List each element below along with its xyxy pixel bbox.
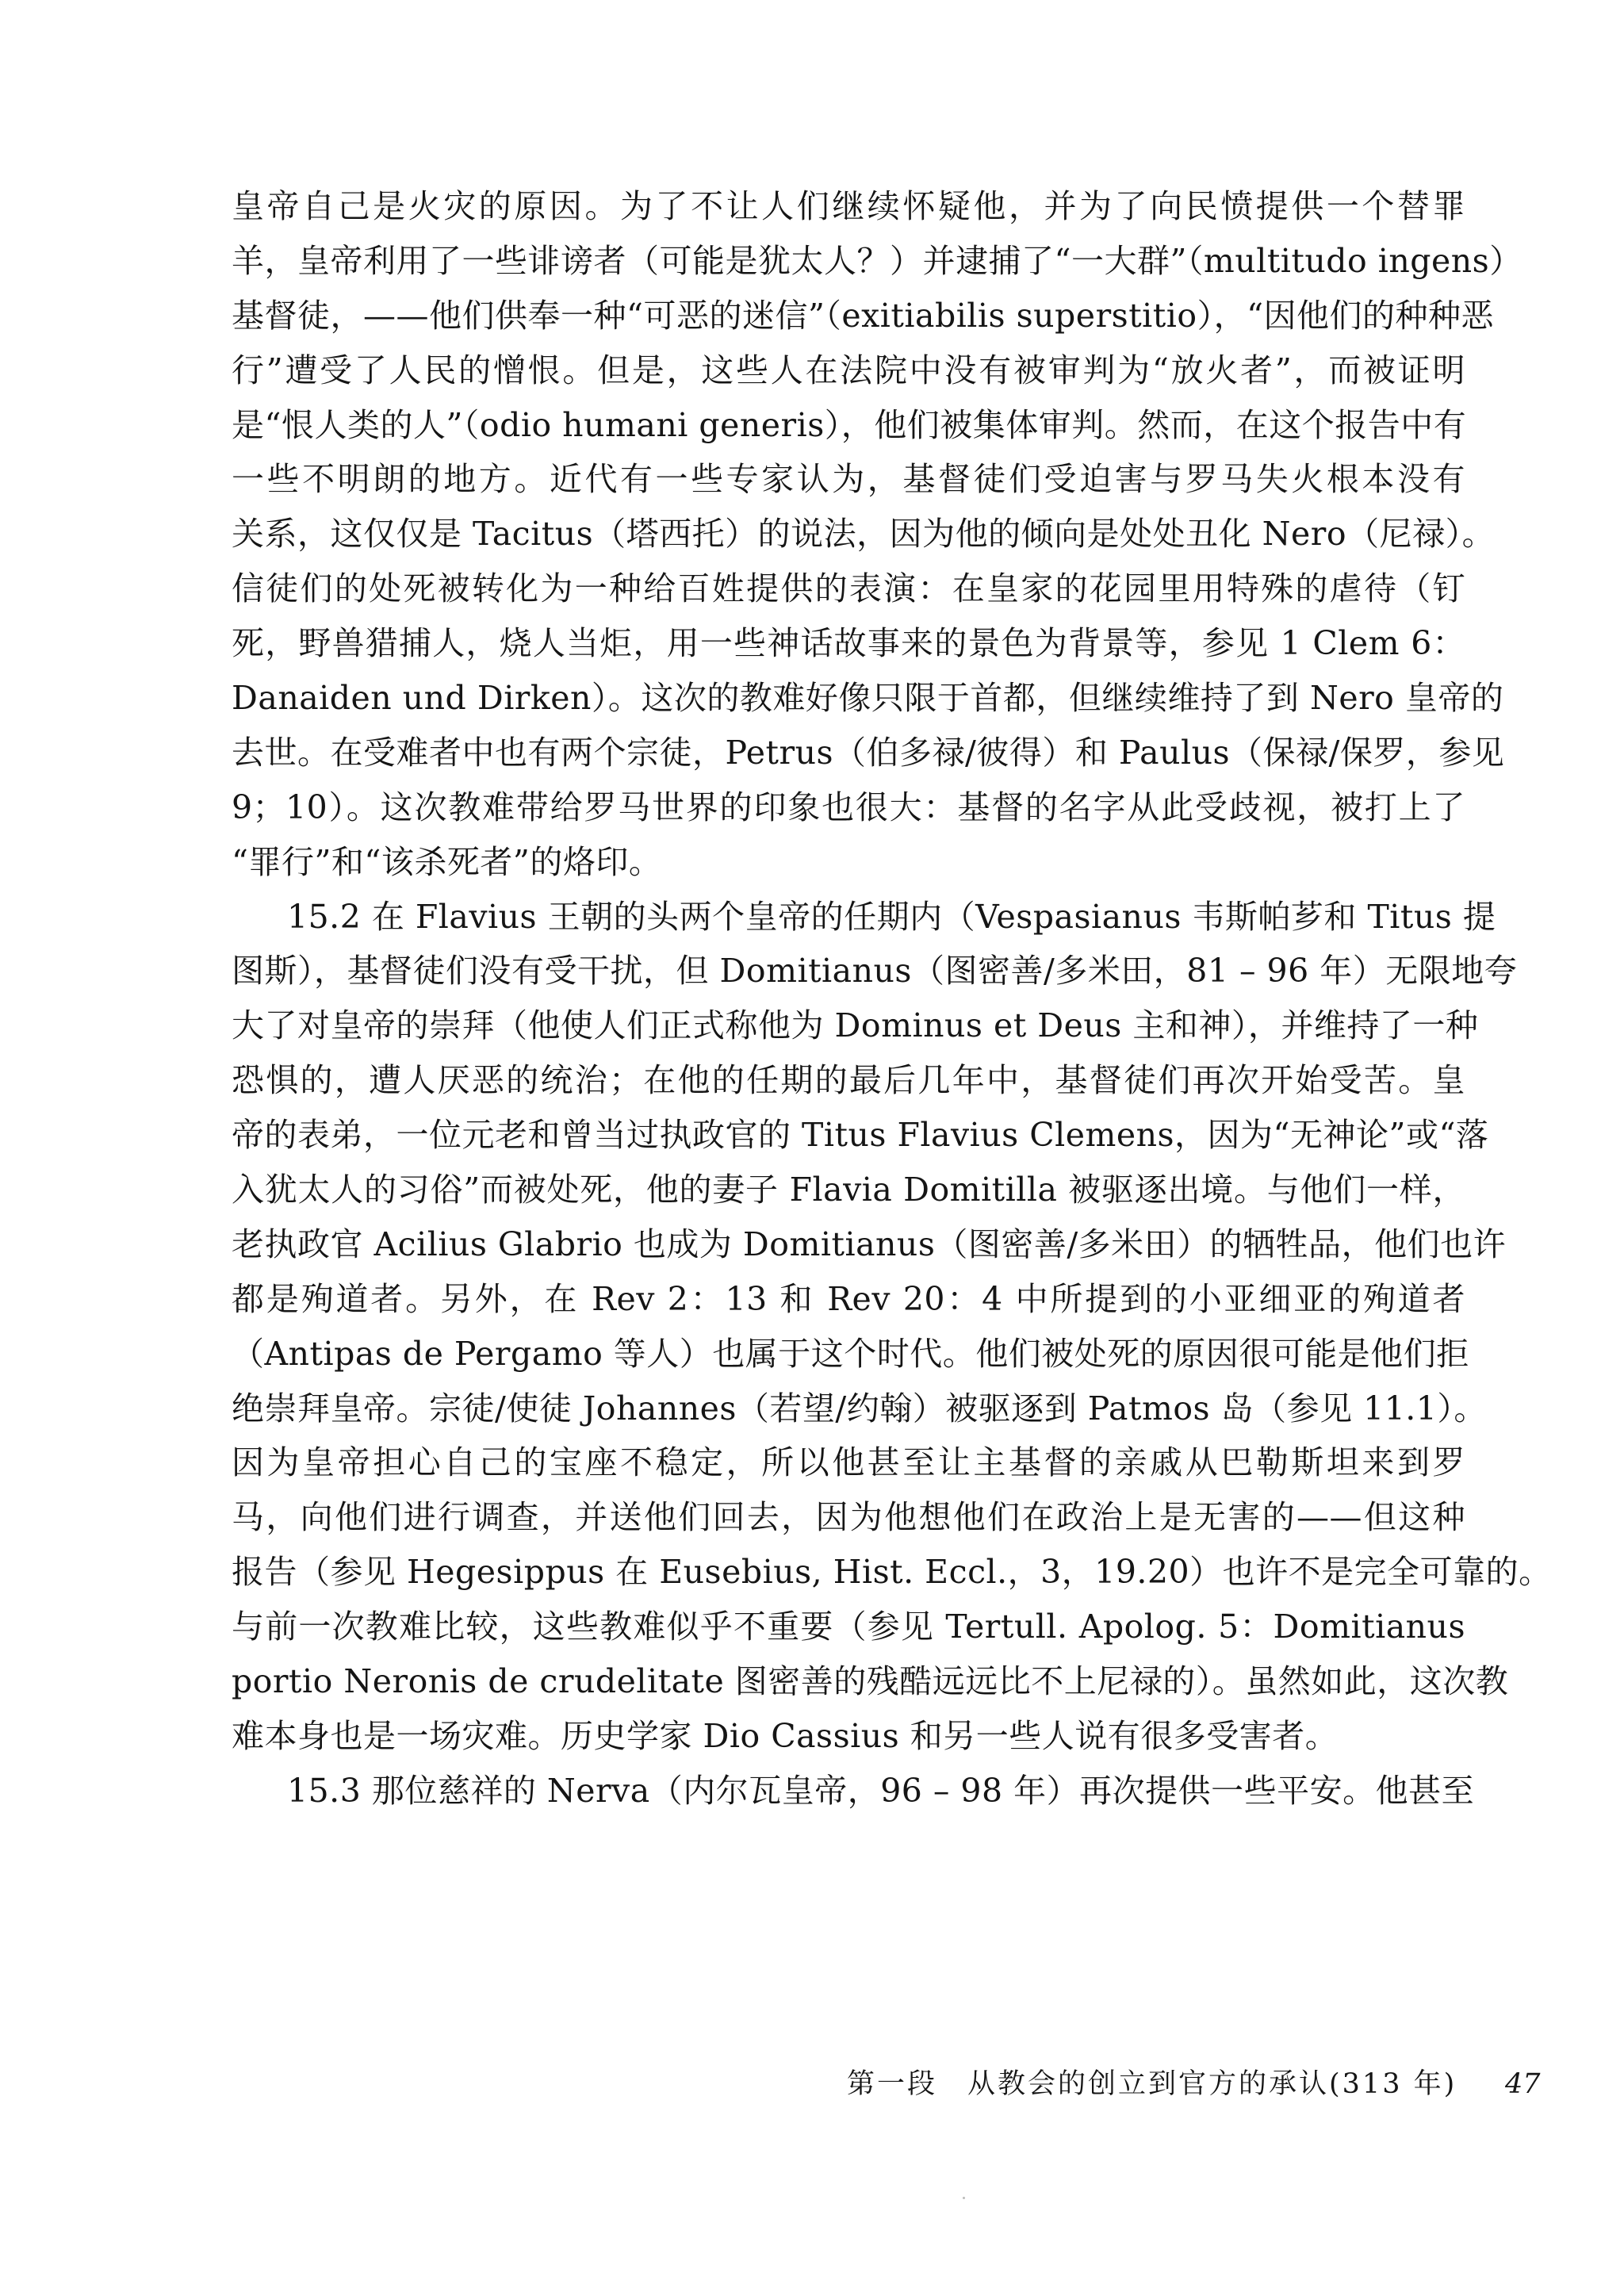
text-line: Danaiden und Dirken）。这次的教难好像只限于首都，但继续维持了到 Nero 皇帝的 (232, 679, 1504, 718)
text-line: 死，野兽猎捕人，烧人当炬，用一些神话故事来的景色为背景等，参见 1 Clem 6： (232, 624, 1465, 663)
text-line: 行”遭受了人民的憎恨。但是，这些人在法院中没有被审判为“放火者”，而被证明 (232, 351, 1465, 389)
text-line: （Antipas de Pergamo 等人）也属于这个时代。他们被处死的原因很可能是他们拒 (232, 1334, 1469, 1373)
text-line: 去世。在受难者中也有两个宗徒，Petrus（伯多禄/彼得）和 Paulus（保禄/保罗，参见 (232, 733, 1505, 772)
text-line: 关系，这仅仅是 Tacitus（塔西托）的说法，因为他的倾向是处处丑化 Nero（尼禄）。 (232, 515, 1496, 554)
running-title: 第一段 从教会的创立到官方的承认(313 年) (847, 2068, 1457, 2100)
page-footer (0, 2060, 1624, 2108)
section-15-2-start: 15.2 在 Flavius 王朝的头两个皇帝的任期内（Vespasianus 韦斯帕芗和 Titus 提 (287, 897, 1496, 936)
text-line: 是“恨人类的人”（odio humani generis），他们被集体审判。然而，在这个报告中有 (232, 405, 1467, 444)
text-line: 9；10）。这次教难带给罗马世界的印象也很大：基督的名字从此受歧视，被打上了 (232, 788, 1465, 826)
text-line: 与前一次教难比较，这些教难似乎不重要（参见 Tertull. Apolog. 5：Domitianus (232, 1608, 1465, 1646)
page-number: 47 (1505, 2068, 1541, 2100)
text-line: 信徒们的处死被转化为一种给百姓提供的表演：在皇家的花园里用特殊的虐待（钉 (232, 569, 1465, 608)
text-line: 恐惧的，遭人厌恶的统治；在他的任期的最后几年中，基督徒们再次开始受苦。皇 (232, 1061, 1465, 1100)
text-line: 都是殉道者。另外，在 Rev 2：13 和 Rev 20：4 中所提到的小亚细亚的殉道者 (232, 1279, 1465, 1318)
text-line: 帝的表弟，一位元老和曾当过执政官的 Titus Flavius Clemens，因为“无神论”或“落 (232, 1116, 1489, 1155)
text-line: 绝崇拜皇帝。宗徒/使徒 Johannes（若望/约翰）被驱逐到 Patmos 岛（参见 11.1）。 (232, 1389, 1487, 1428)
text-line: portio Neronis de crudelitate 图密善的残酷远远比不上尼禄的）。虽然如此，这次教 (232, 1662, 1509, 1701)
text-line: 图斯），基督徒们没有受干扰，但 Domitianus（图密善/多米田，81 – 96 年）无限地夸 (232, 952, 1518, 991)
text-line: 因为皇帝担心自己的宝座不稳定，所以他甚至让主基督的亲戚从巴勒斯坦来到罗 (232, 1443, 1465, 1482)
text-line: 基督徒，——他们供奉一种“可恶的迷信”（exitiabilis superstitio），“因他们的种种恶 (232, 296, 1495, 335)
text-line: 报告（参见 Hegesippus 在 Eusebius, Hist. Eccl.，3，19.20）也许不是完全可靠的。 (232, 1553, 1552, 1592)
text-line: 一些不明朗的地方。近代有一些专家认为，基督徒们受迫害与罗马失火根本没有 (232, 460, 1465, 499)
body-text (232, 179, 1552, 1818)
paragraph-end-line: 难本身也是一场灾难。历史学家 Dio Cassius 和另一些人说有很多受害者。 (232, 1716, 1339, 1755)
text-line: 老执政官 Acilius Glabrio 也成为 Domitianus（图密善/多米田）的牺牲品，他们也许 (232, 1224, 1507, 1263)
text-line: 马，向他们进行调查，并送他们回去，因为他想他们在政治上是无害的——但这种 (232, 1498, 1465, 1537)
paragraph-end-line: “罪行”和“该杀死者”的烙印。 (232, 842, 662, 881)
text-line: 皇帝自己是火灾的原因。为了不让人们继续怀疑他，并为了向民愤提供一个替罪 (232, 187, 1465, 225)
scan-dot (963, 2197, 965, 2199)
text-line: 大了对皇帝的崇拜（他使人们正式称他为 Dominus et Deus 主和神），并维持了一种 (232, 1006, 1479, 1045)
text-line: 入犹太人的习俗”而被处死，他的妻子 Flavia Domitilla 被驱逐出境。与他们一样， (232, 1171, 1465, 1209)
section-15-3-start: 15.3 那位慈祥的 Nerva（内尔瓦皇帝，96 – 98 年）再次提供一些平安。他甚至 (287, 1771, 1475, 1810)
text-line: 羊，皇帝利用了一些诽谤者（可能是犹太人？）并逮捕了“一大群”（multitudo ingens） (232, 241, 1522, 280)
